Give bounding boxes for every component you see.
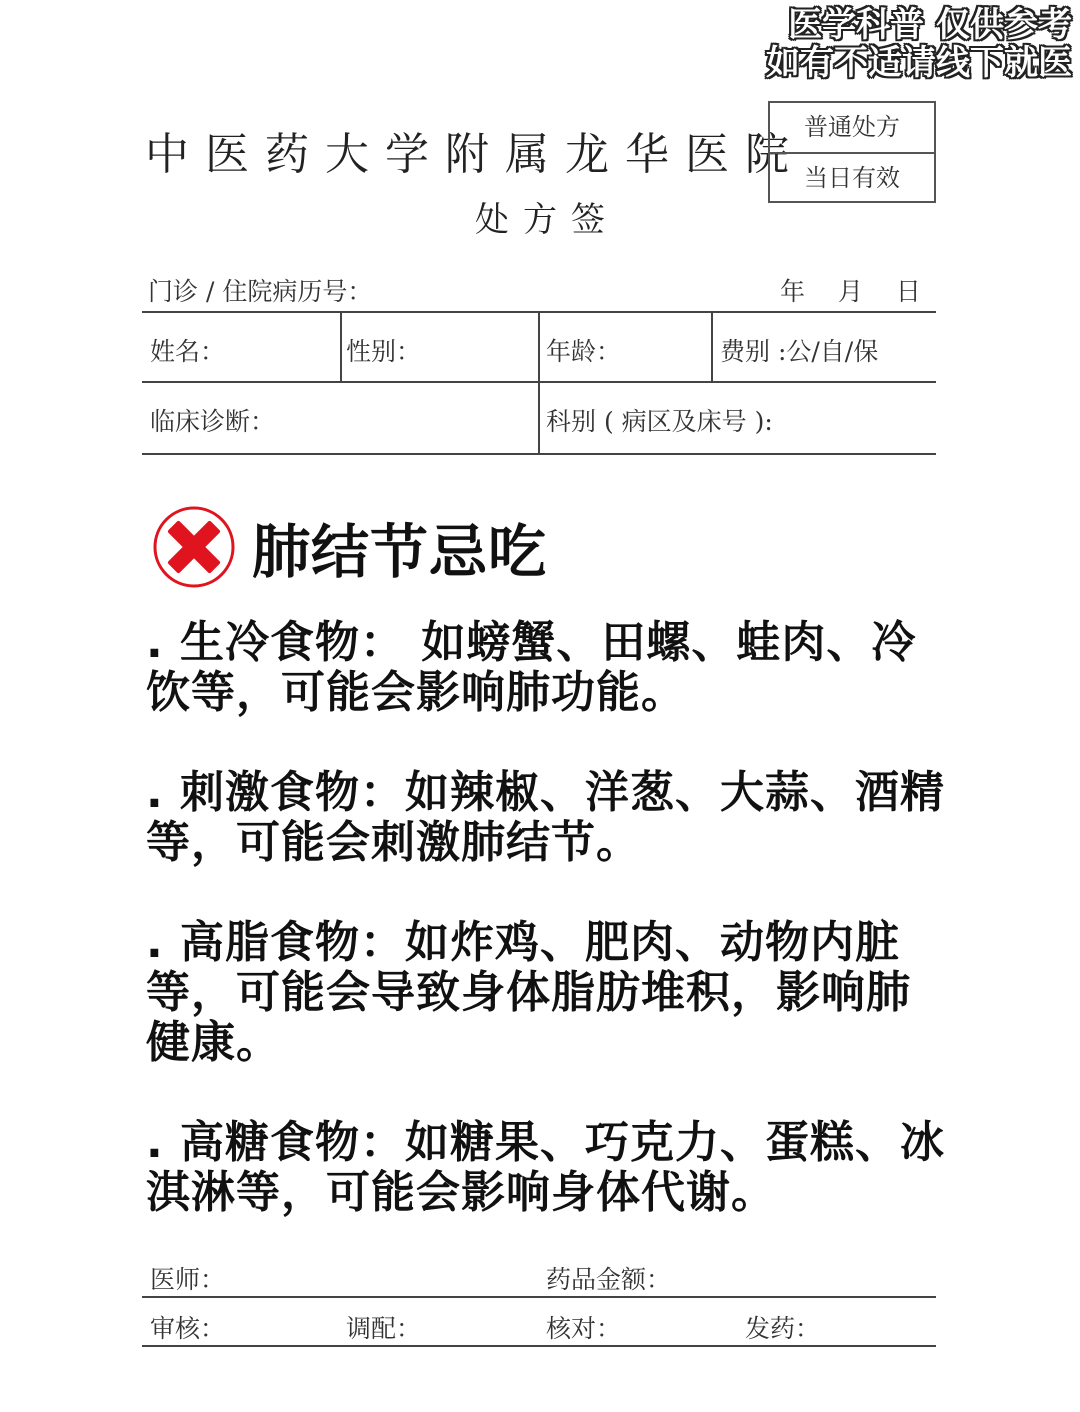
check-label: 核对： (546, 1314, 622, 1343)
age-field-label: 年龄： (546, 337, 622, 366)
list-item: . 高糖食物：如糖果、巧克力、蛋糕、冰淇淋等，可能会影响身体代谢。 (146, 1117, 946, 1218)
hospital-name: 中医药大学附属龙华医院 (145, 129, 805, 180)
headline (152, 505, 547, 589)
fee-type-label: 费别 :公/自/保 (720, 337, 879, 366)
record-number-label: 门诊 / 住院病历号： (148, 277, 373, 306)
name-field-label: 姓名： (150, 337, 226, 366)
date-label: 年 月 日 (780, 277, 921, 306)
amount-label: 药品金额： (546, 1265, 672, 1294)
footer-divider (142, 1296, 936, 1298)
food-list (146, 618, 946, 1268)
review-label: 审核： (150, 1314, 226, 1343)
prescription-type-box (768, 101, 936, 203)
dispense-label: 调配： (346, 1314, 422, 1343)
watermark-line1: 医学科普 仅供参考 (788, 5, 1072, 45)
watermark (766, 6, 1072, 82)
watermark-line2: 如有不适请线下就医 (766, 43, 1072, 83)
table-divider (711, 311, 713, 383)
gender-field-label: 性别： (346, 337, 422, 366)
cross-icon (152, 505, 236, 589)
table-divider (538, 311, 540, 455)
prescription-type: 普通处方 (770, 103, 934, 154)
footer-bottom-border (142, 1345, 936, 1347)
doctor-label: 医师： (150, 1265, 226, 1294)
department-field-label: 科别 ( 病区及床号 ): (546, 407, 773, 436)
list-item: . 高脂食物：如炸鸡、肥肉、动物内脏等，可能会导致身体脂肪堆积，影响肺健康。 (146, 917, 911, 1068)
issue-label: 发药： (745, 1314, 821, 1343)
table-divider (340, 311, 342, 383)
headline-title: 肺结节忌吃 (252, 518, 548, 586)
list-item: . 生冷食物： 如螃蟹、田螺、蛙肉、冷饮等，可能会影响肺功能。 (146, 617, 917, 718)
validity-label: 当日有效 (804, 164, 900, 192)
list-item: . 刺激食物：如辣椒、洋葱、大蒜、酒精等，可能会刺激肺结节。 (146, 767, 946, 868)
form-title: 处方签 (475, 200, 619, 240)
diagnosis-field-label: 临床诊断： (150, 407, 276, 436)
